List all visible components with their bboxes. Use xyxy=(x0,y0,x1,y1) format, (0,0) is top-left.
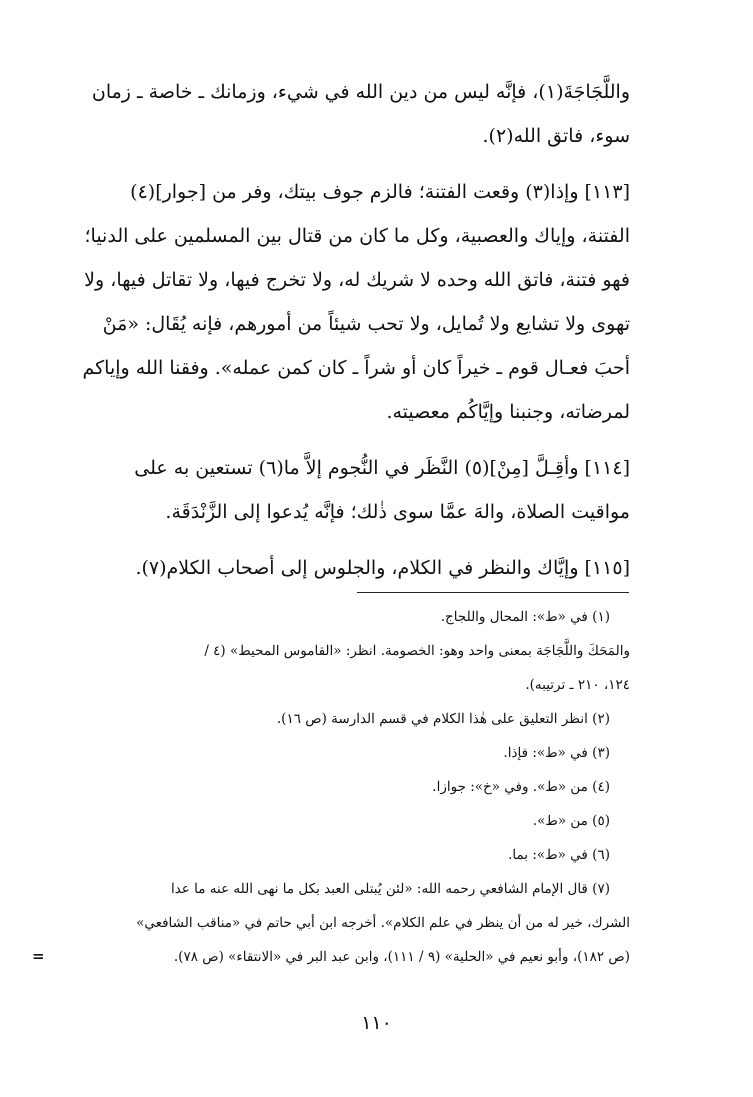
paragraph-115-line: [١١٥] وإيَّاك والنظر في الكلام، والجلوس إلى أصحاب الكلام(٧). xyxy=(135,557,630,579)
footnote-line: (٧) قال الإمام الشافعي رحمه الله: «لئن يُبتلى العبد بكل ما نهى الله عنه ما عدا xyxy=(170,881,610,897)
text-line: تهوى ولا تشايع ولا تُمايل، ولا تحب شيئاً من أمورهم، فإنه يُقَال: «مَنْ xyxy=(102,313,630,335)
footnote-line: والمَحَكَ واللَّجَاجَة بمعنى واحد وهو: الخصومة. انظر: «القاموس المحيط» (٤ / xyxy=(204,643,630,659)
continuation-mark: = xyxy=(32,947,45,965)
footnote-line: (٤) من «ط». وفي «خ»: جوازا. xyxy=(432,779,610,795)
footnotes xyxy=(44,600,630,974)
text-line: فهو فتنة، فاتق الله وحده لا شريك له، ولا تخرج فيها، ولا تقاتل فيها، ولا xyxy=(84,269,630,291)
footnote-line: (٥) من «ط». xyxy=(532,813,610,829)
text-line: سوء، فاتق الله(٢). xyxy=(482,125,630,147)
text-line: واللَّجَاجَةَ(١)، فإنَّه ليس من دين الله في شيء، وزمانك ـ خاصة ـ زمان xyxy=(91,81,630,103)
footnote-line: (٢) انظر التعليق على هٰذا الكلام في قسم الدارسة (ص ١٦). xyxy=(276,711,610,727)
footnote-line: ١٢٤، ٢١٠ ـ ترتيبه). xyxy=(525,677,630,693)
footnote-line: الشرك، خير له من أن ينظر في علم الكلام». أخرجه ابن أبي حاتم في «مناقب الشافعي» xyxy=(136,915,630,931)
footnote-line: (٣) في «ط»: فإذا. xyxy=(503,745,610,761)
text-line: لمرضاته، وجنبنا وإيَّاكُم معصيته. xyxy=(386,401,630,423)
text-line: أحبَ فعـال قوم ـ خيراً كان أو شراً ـ كان كمن عمله». وفقنا الله وإياكم xyxy=(82,357,630,379)
text-line: مواقيت الصلاة، والهَ عمَّا سوى ذٰلك؛ فإنَّه يُدعوا إلى الزَّنْدَقَة. xyxy=(165,501,630,523)
footnote-line: (٦) في «ط»: بما. xyxy=(508,847,610,863)
main-text xyxy=(44,70,630,590)
page-number: ١١٠ xyxy=(361,1012,392,1034)
footnote-line: (١) في «ط»: المحال واللجاج. xyxy=(440,609,610,625)
footnote-line: (ص ١٨٢)، وأبو نعيم في «الحلية» (٩ / ١١١)، وابن عبد البر في «الانتقاء» (ص ٧٨). xyxy=(173,949,630,965)
paragraph-114-line: [١١٤] وأقِـلَّ [مِنْ](٥) النَّظَر في النُّجوم إلاَّ ما(٦) تستعين به على xyxy=(134,457,630,479)
text-line: الفتنة، وإياك والعصبية، وكل ما كان من قتال بين المسلمين على الدنيا؛ xyxy=(84,225,630,247)
footnote-divider xyxy=(357,592,629,593)
paragraph-113-line: [١١٣] وإذا(٣) وقعت الفتنة؛ فالزم جوف بيتك، وفر من [جوار](٤) xyxy=(130,181,630,203)
